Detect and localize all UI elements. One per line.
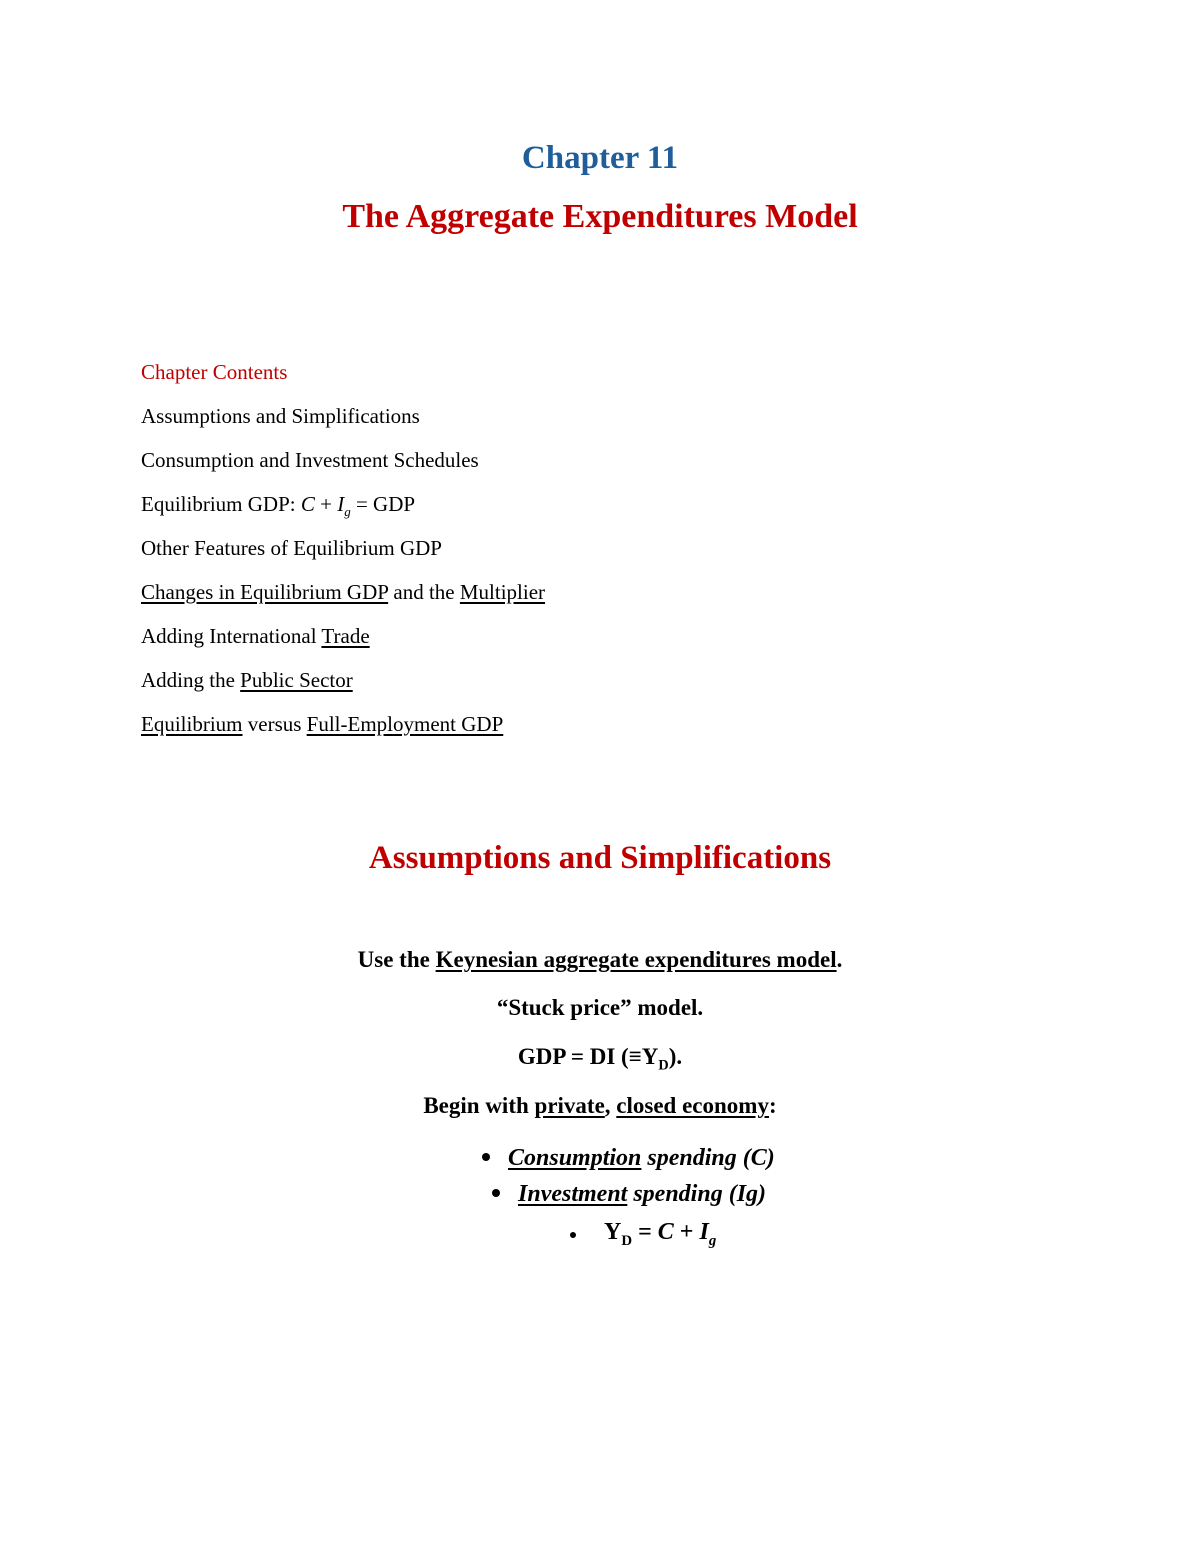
text: , (604, 1093, 617, 1118)
text: : (768, 1093, 777, 1118)
contents-item-assumptions: Assumptions and Simplifications (141, 404, 420, 428)
contents-heading: Chapter Contents (141, 360, 288, 384)
line-gdp-di (0, 1043, 1200, 1080)
contents-item-equilibrium (141, 492, 415, 524)
chapter-title: The Aggregate Expenditures Model (342, 198, 858, 235)
i-symbol (699, 1219, 717, 1249)
bullet-consumption (482, 1144, 775, 1172)
contents-item-full-employment (141, 712, 503, 737)
bullet-dot (570, 1232, 576, 1238)
d-subscript: D (658, 1057, 669, 1074)
c-symbol: C (657, 1219, 674, 1245)
i-symbol (337, 492, 351, 520)
line-keynesian-model (0, 946, 1200, 974)
plus: + (314, 492, 338, 516)
investment-term: Investment (518, 1181, 628, 1207)
link-full-employment[interactable]: Full-Employment GDP (306, 712, 504, 736)
link-trade[interactable]: Trade (321, 624, 370, 648)
i-letter: I (337, 492, 345, 516)
text: Adding the (141, 668, 241, 692)
consumption-term: Consumption (508, 1145, 642, 1171)
i-letter: I (699, 1219, 709, 1245)
closed-economy-term: closed economy (616, 1093, 769, 1118)
text: Use the (357, 947, 436, 972)
contents-item-public-sector (141, 668, 353, 693)
text: + (673, 1219, 700, 1245)
link-multiplier[interactable]: Multiplier (459, 580, 546, 604)
text: spending (Ig) (627, 1181, 767, 1207)
text: spending (C) (641, 1145, 775, 1171)
text: and the (388, 580, 460, 604)
text: ). (668, 1044, 683, 1069)
link-public-sector[interactable]: Public Sector (240, 668, 353, 692)
text: Adding International (141, 624, 322, 648)
text: = (632, 1219, 658, 1245)
text: Equilibrium GDP: (141, 492, 301, 516)
d-subscript: D (621, 1232, 633, 1249)
text: versus (242, 712, 307, 736)
contents-item-schedules: Consumption and Investment Schedules (141, 448, 479, 472)
private-term: private (534, 1093, 605, 1118)
bullet-identity (570, 1218, 716, 1255)
link-changes-equilibrium[interactable]: Changes in Equilibrium GDP (141, 580, 389, 604)
contents-item-other-features: Other Features of Equilibrium GDP (141, 536, 442, 560)
contents-item-trade (141, 624, 370, 649)
bullet-dot (482, 1153, 490, 1161)
g-subscript: g (344, 504, 351, 520)
link-equilibrium[interactable]: Equilibrium (141, 712, 243, 736)
g-subscript: g (708, 1232, 717, 1249)
text: GDP = DI (≡Y (517, 1044, 659, 1069)
section-heading: Assumptions and Simplifications (368, 840, 832, 876)
chapter-number: Chapter 11 (521, 140, 679, 176)
line-stuck-price: “Stuck price” model. (496, 995, 704, 1020)
c-symbol: C (300, 492, 315, 516)
text: = GDP (350, 492, 416, 516)
bullet-investment (492, 1180, 766, 1208)
contents-item-changes (141, 580, 545, 605)
y-letter: Y (604, 1219, 622, 1245)
text: . (836, 947, 843, 972)
bullet-dot (492, 1189, 500, 1197)
text: Begin with (423, 1093, 535, 1118)
line-begin-with (0, 1092, 1200, 1120)
keynesian-model-term: Keynesian aggregate expenditures model (435, 947, 837, 972)
